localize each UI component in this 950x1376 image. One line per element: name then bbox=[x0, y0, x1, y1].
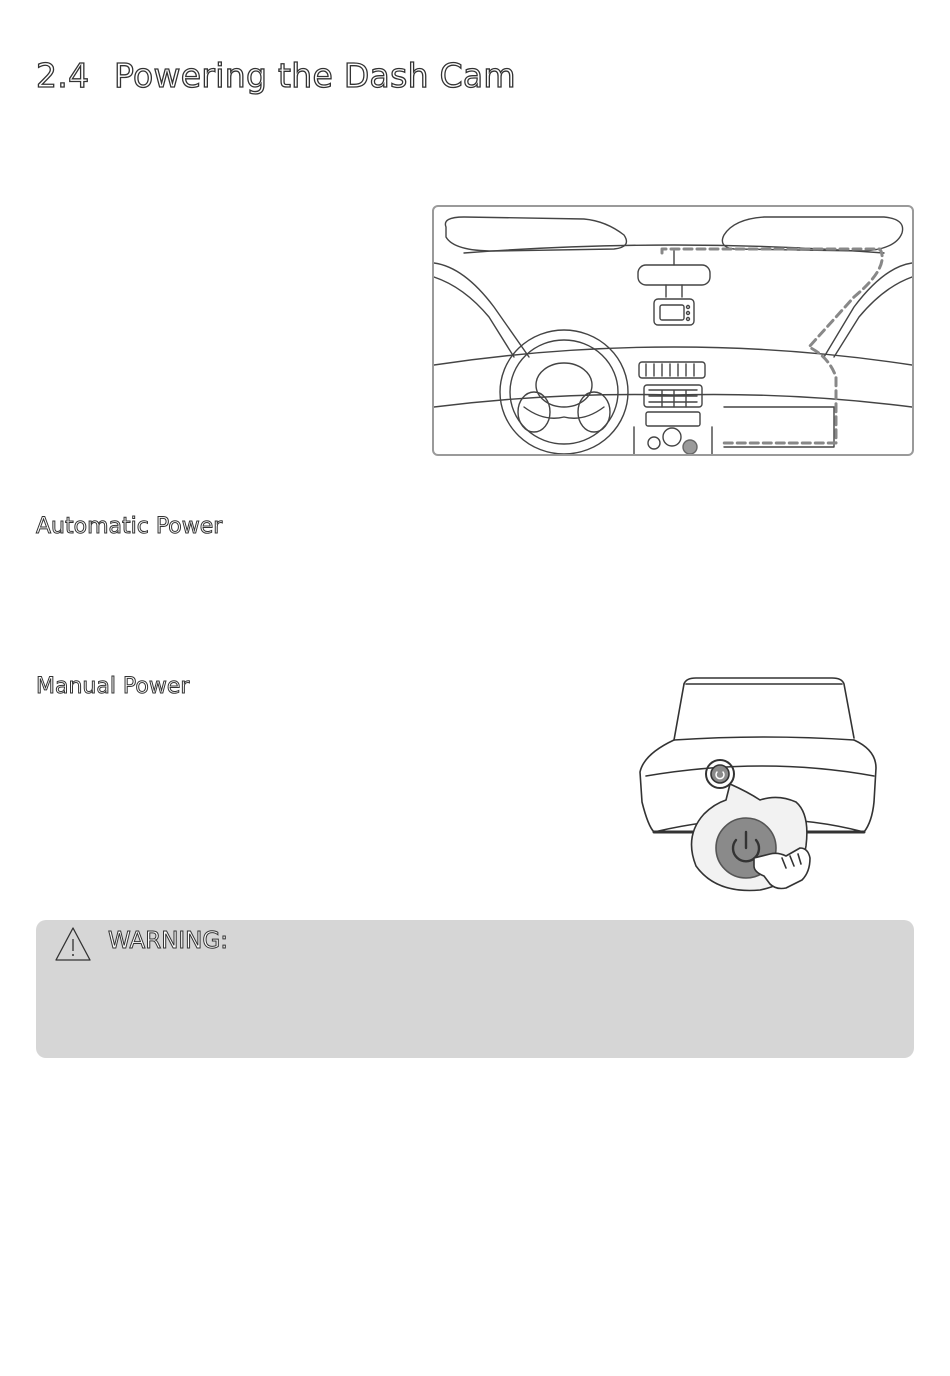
warning-label: WARNING: bbox=[108, 928, 228, 954]
warning-box bbox=[36, 920, 914, 1058]
page-title bbox=[36, 56, 516, 95]
automatic-power-heading: Automatic Power bbox=[36, 514, 223, 539]
power-button-press-illustration bbox=[636, 676, 882, 900]
dashcam-button-illustration bbox=[636, 676, 882, 900]
section-title-text: Powering the Dash Cam bbox=[114, 56, 516, 95]
warning-triangle-icon bbox=[54, 926, 92, 962]
car-interior-illustration bbox=[432, 205, 914, 456]
manual-power-heading: Manual Power bbox=[36, 674, 190, 699]
car-windshield-dashcam-illustration bbox=[434, 207, 912, 454]
section-number: 2.4 bbox=[36, 56, 90, 95]
